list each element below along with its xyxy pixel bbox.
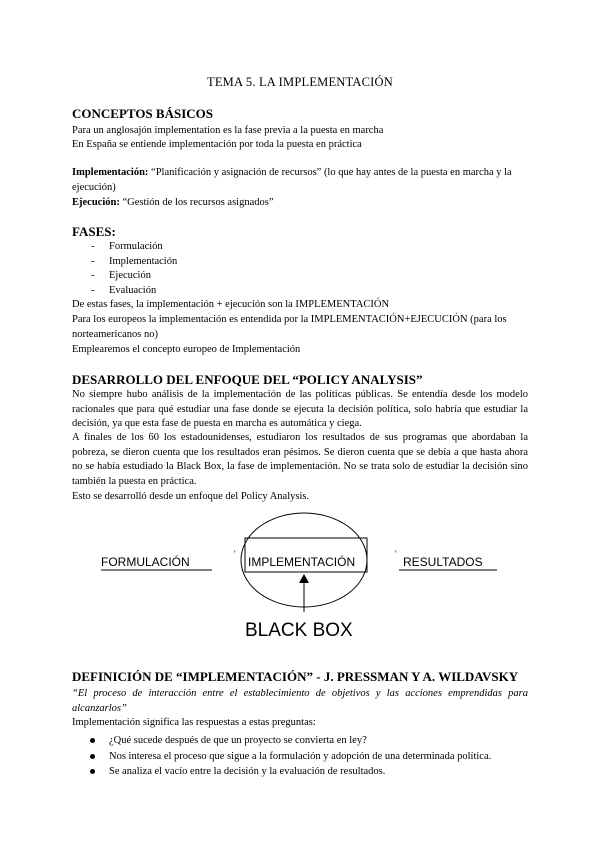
list-item: Nos interesa el proceso que sigue a la formulación y adopción de una determinada política. [72, 749, 528, 765]
list-item: - Formulación [91, 241, 163, 252]
label-implementacion: Implementación: [72, 167, 149, 178]
arrow-up-icon [299, 574, 309, 583]
arrow-tick-right: ' [395, 549, 397, 559]
paragraph-fases-3: Emplearemos el concepto europeo de Implementación [72, 344, 301, 355]
text-ejecucion: “Gestión de los recursos asignados” [119, 197, 274, 208]
paragraph-desarrollo-1: No siempre hubo análisis de la implementación de las políticas públicas. Se entendía desde los modelo racionales que para qué estudiar una fase donde se ejecuta la decisión política, solo habría que estudiar la decisión, ya que esta fase de puesta en marcha es automática y ciega. [72, 389, 528, 430]
list-item: Se analiza el vacío entre la decisión y la evaluación de resultados. [72, 764, 528, 780]
fases-list [72, 240, 177, 298]
heading-conceptos-basicos: CONCEPTOS BÁSICOS [72, 106, 213, 121]
paragraph-espana: En España se entiende implementación por toda la puesta en práctica [72, 139, 362, 150]
paragraph-fases-2: Para los europeos la implementación es entendida por la IMPLEMENTACIÓN+EJECUCIÓN (para los norteamericanos no) [72, 314, 507, 340]
paragraph-desarrollo-2: A finales de los 60 los estadounidenses, estudiaron los resultados de sus programas que abordaban la pobreza, se dieron cuenta que los resultados eran pésimos. Se dieron cuenta que se debía a que hasta ahora no se había estudiado la Black Box, la fase de implementación. No se trata solo de estudiar la decisión sino también la puesta en práctica. [72, 432, 528, 487]
heading-fases: FASES: [72, 224, 116, 239]
black-box-diagram [0, 500, 600, 650]
label-formulacion: FORMULACIÓN [101, 555, 190, 569]
paragraph-definicion-intro: Implementación significa las respuestas a estas preguntas: [72, 717, 316, 728]
heading-desarrollo: DESARROLLO DEL ENFOQUE DEL “POLICY ANALYSIS” [72, 372, 423, 387]
paragraph-fases-1: De estas fases, la implementación + ejecución son la IMPLEMENTACIÓN [72, 299, 390, 310]
paragraph-desarrollo-3: Esto se desarrolló desde un enfoque del Policy Analysis. [72, 491, 310, 502]
list-item: - Implementación [91, 255, 178, 267]
definition-quote: “El proceso de interacción entre el establecimiento de objetivos y las acciones emprendidas para alcanzarlos” [72, 688, 528, 714]
label-resultados: RESULTADOS [403, 555, 483, 569]
paragraph-anglosajon: Para un anglosajón implementation es la fase previa a la puesta en marcha [72, 125, 384, 136]
list-item: - Evaluación [91, 284, 157, 296]
heading-definicion: DEFINICIÓN DE “IMPLEMENTACIÓN” - J. PRESSMAN Y A. WILDAVSKY [72, 669, 519, 684]
arrow-tick-left: ' [234, 549, 236, 559]
label-ejecucion: Ejecución: [72, 197, 120, 208]
list-item: - Ejecución [91, 270, 151, 282]
bullet-icon [90, 754, 95, 759]
page-title: TEMA 5. LA IMPLEMENTACIÓN [207, 75, 393, 89]
text-implementacion: “Planificación y asignación de recursos” (lo que hay antes de la puesta en marcha y la ejecución) [72, 167, 512, 193]
label-black-box: BLACK BOX [245, 620, 353, 641]
list-item: ¿Qué sucede después de que un proyecto se convierta en ley? [72, 733, 528, 749]
bullet-icon [90, 738, 95, 743]
paragraph-implementacion-def [72, 166, 528, 195]
label-implementacion: IMPLEMENTACIÓN [248, 555, 356, 569]
preguntas-list [72, 733, 528, 780]
paragraph-ejecucion-def [72, 196, 528, 211]
bullet-icon [90, 769, 95, 774]
